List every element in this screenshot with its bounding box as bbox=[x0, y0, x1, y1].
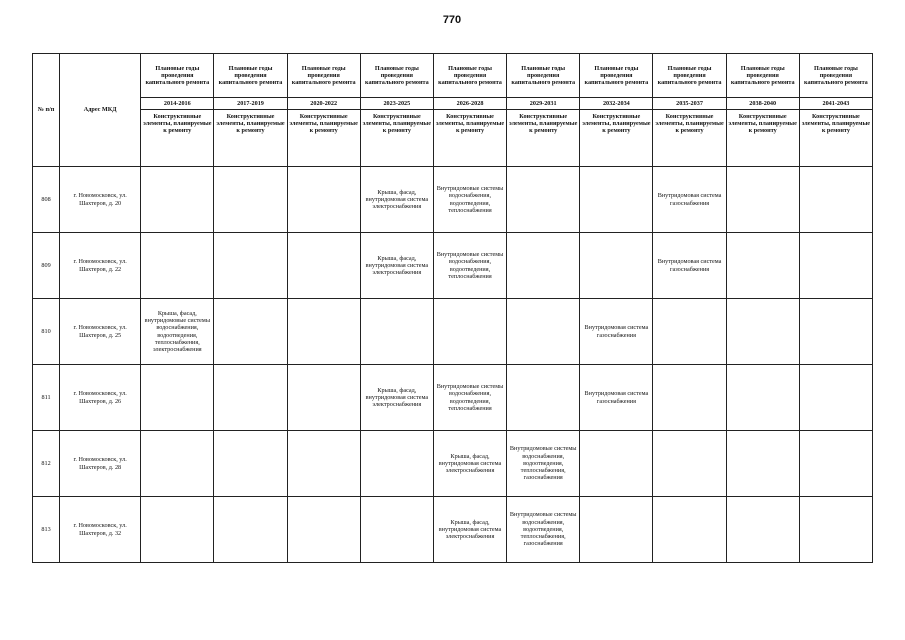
repair-elements-cell: Внутридомовые системы водоснабжения, водоотведения, теплоснабжения bbox=[433, 365, 506, 431]
repair-elements-cell bbox=[507, 365, 580, 431]
repair-elements-cell bbox=[507, 233, 580, 299]
repair-elements-cell bbox=[287, 431, 360, 497]
header-period-title: Плановые годы проведения капитального ремонта bbox=[580, 54, 653, 98]
repair-elements-cell: Внутридомовая система газоснабжения bbox=[653, 233, 726, 299]
header-period-title: Плановые годы проведения капитального ремонта bbox=[287, 54, 360, 98]
table-row bbox=[33, 299, 873, 365]
repair-elements-cell bbox=[141, 431, 214, 497]
repair-elements-cell bbox=[653, 497, 726, 563]
header-period-years: 2020-2022 bbox=[287, 98, 360, 110]
repair-elements-cell bbox=[799, 365, 872, 431]
repair-elements-cell bbox=[799, 299, 872, 365]
repair-elements-cell bbox=[141, 497, 214, 563]
header-period-subtitle: Конструктивные элементы, планируемые к ремонту bbox=[726, 110, 799, 167]
header-period-years: 2038-2040 bbox=[726, 98, 799, 110]
header-period-title: Плановые годы проведения капитального ремонта bbox=[433, 54, 506, 98]
header-period-years: 2026-2028 bbox=[433, 98, 506, 110]
row-number: 811 bbox=[33, 365, 60, 431]
repair-elements-cell bbox=[141, 233, 214, 299]
header-period-title: Плановые годы проведения капитального ремонта bbox=[799, 54, 872, 98]
header-period-title: Плановые годы проведения капитального ремонта bbox=[360, 54, 433, 98]
table-row bbox=[33, 365, 873, 431]
repair-elements-cell bbox=[726, 167, 799, 233]
repair-elements-cell bbox=[580, 431, 653, 497]
repair-elements-cell: Внутридомовая система газоснабжения bbox=[580, 365, 653, 431]
header-period-title: Плановые годы проведения капитального ремонта bbox=[653, 54, 726, 98]
table-row bbox=[33, 233, 873, 299]
row-address: г. Новомосковск, ул. Шахтеров, д. 20 bbox=[60, 167, 141, 233]
row-address: г. Новомосковск, ул. Шахтеров, д. 32 bbox=[60, 497, 141, 563]
repair-elements-cell bbox=[360, 497, 433, 563]
repair-elements-cell bbox=[799, 167, 872, 233]
header-period-subtitle: Конструктивные элементы, планируемые к ремонту bbox=[507, 110, 580, 167]
repair-elements-cell bbox=[287, 299, 360, 365]
repair-elements-cell: Крыша, фасад, внутридомовая система электроснабжения bbox=[433, 497, 506, 563]
repair-elements-cell bbox=[214, 299, 287, 365]
header-period-title: Плановые годы проведения капитального ремонта bbox=[141, 54, 214, 98]
repair-elements-cell: Внутридомовые системы водоснабжения, водоотведения, теплоснабжения, газоснабжения bbox=[507, 497, 580, 563]
repair-elements-cell: Крыша, фасад, внутридомовые системы водоснабжения, водоотведения, теплоснабжения, электроснабжения bbox=[141, 299, 214, 365]
row-number: 809 bbox=[33, 233, 60, 299]
repair-elements-cell bbox=[214, 233, 287, 299]
repair-elements-cell: Внутридомовая система газоснабжения bbox=[653, 167, 726, 233]
repair-elements-cell bbox=[653, 431, 726, 497]
repair-elements-cell bbox=[799, 233, 872, 299]
repair-elements-cell bbox=[726, 233, 799, 299]
header-num: № п/п bbox=[33, 54, 60, 167]
repair-elements-cell bbox=[580, 167, 653, 233]
header-period-subtitle: Конструктивные элементы, планируемые к ремонту bbox=[214, 110, 287, 167]
header-period-years: 2041-2043 bbox=[799, 98, 872, 110]
repair-elements-cell bbox=[580, 233, 653, 299]
header-period-years: 2014-2016 bbox=[141, 98, 214, 110]
repair-elements-cell: Внутридомовые системы водоснабжения, водоотведения, теплоснабжения bbox=[433, 233, 506, 299]
repair-elements-cell bbox=[287, 365, 360, 431]
repair-elements-cell bbox=[360, 431, 433, 497]
repair-elements-cell bbox=[653, 299, 726, 365]
header-row-titles bbox=[33, 54, 873, 98]
header-period-subtitle: Конструктивные элементы, планируемые к ремонту bbox=[580, 110, 653, 167]
header-period-subtitle: Конструктивные элементы, планируемые к ремонту bbox=[287, 110, 360, 167]
repair-elements-cell bbox=[799, 497, 872, 563]
page-number: 770 bbox=[442, 14, 462, 26]
header-period-title: Плановые годы проведения капитального ремонта bbox=[214, 54, 287, 98]
header-row-subtitles bbox=[33, 110, 873, 167]
repair-elements-cell bbox=[214, 167, 287, 233]
row-address: г. Новомосковск, ул. Шахтеров, д. 25 bbox=[60, 299, 141, 365]
header-period-title: Плановые годы проведения капитального ремонта bbox=[507, 54, 580, 98]
repair-elements-cell bbox=[360, 299, 433, 365]
repair-elements-cell bbox=[726, 299, 799, 365]
repair-elements-cell bbox=[799, 431, 872, 497]
repair-elements-cell: Крыша, фасад, внутридомовая система электроснабжения bbox=[360, 365, 433, 431]
repair-elements-cell bbox=[214, 431, 287, 497]
header-period-years: 2029-2031 bbox=[507, 98, 580, 110]
repair-elements-cell bbox=[726, 365, 799, 431]
header-period-title: Плановые годы проведения капитального ремонта bbox=[726, 54, 799, 98]
table-row bbox=[33, 431, 873, 497]
header-period-subtitle: Конструктивные элементы, планируемые к ремонту bbox=[433, 110, 506, 167]
row-number: 813 bbox=[33, 497, 60, 563]
repair-elements-cell bbox=[653, 365, 726, 431]
header-period-subtitle: Конструктивные элементы, планируемые к ремонту bbox=[141, 110, 214, 167]
table-row bbox=[33, 167, 873, 233]
repair-elements-cell: Крыша, фасад, внутридомовая система электроснабжения bbox=[433, 431, 506, 497]
row-address: г. Новомосковск, ул. Шахтеров, д. 26 bbox=[60, 365, 141, 431]
repair-elements-cell bbox=[214, 497, 287, 563]
row-number: 808 bbox=[33, 167, 60, 233]
repair-elements-cell bbox=[433, 299, 506, 365]
repair-elements-cell bbox=[214, 365, 287, 431]
row-number: 812 bbox=[33, 431, 60, 497]
repair-elements-cell bbox=[287, 233, 360, 299]
header-period-subtitle: Конструктивные элементы, планируемые к ремонту bbox=[653, 110, 726, 167]
header-period-years: 2023-2025 bbox=[360, 98, 433, 110]
repair-elements-cell: Внутридомовые системы водоснабжения, водоотведения, теплоснабжения, газоснабжения bbox=[507, 431, 580, 497]
repair-elements-cell bbox=[141, 365, 214, 431]
row-address: г. Новомосковск, ул. Шахтеров, д. 22 bbox=[60, 233, 141, 299]
table-row bbox=[33, 497, 873, 563]
repair-elements-cell bbox=[726, 431, 799, 497]
repair-elements-cell bbox=[287, 167, 360, 233]
header-row-years bbox=[33, 98, 873, 110]
repair-elements-cell bbox=[580, 497, 653, 563]
capital-repair-table bbox=[32, 53, 873, 563]
repair-elements-cell: Внутридомовые системы водоснабжения, водоотведения, теплоснабжения bbox=[433, 167, 506, 233]
header-period-subtitle: Конструктивные элементы, планируемые к ремонту bbox=[799, 110, 872, 167]
repair-elements-cell bbox=[287, 497, 360, 563]
repair-elements-cell bbox=[507, 167, 580, 233]
repair-elements-cell bbox=[141, 167, 214, 233]
header-period-subtitle: Конструктивные элементы, планируемые к ремонту bbox=[360, 110, 433, 167]
header-address: Адрес МКД bbox=[60, 54, 141, 167]
repair-elements-cell bbox=[726, 497, 799, 563]
header-period-years: 2017-2019 bbox=[214, 98, 287, 110]
header-period-years: 2032-2034 bbox=[580, 98, 653, 110]
repair-elements-cell: Внутридомовая система газоснабжения bbox=[580, 299, 653, 365]
header-period-years: 2035-2037 bbox=[653, 98, 726, 110]
repair-elements-cell: Крыша, фасад, внутридомовая система электроснабжения bbox=[360, 167, 433, 233]
repair-elements-cell bbox=[507, 299, 580, 365]
repair-elements-cell: Крыша, фасад, внутридомовая система электроснабжения bbox=[360, 233, 433, 299]
row-address: г. Новомосковск, ул. Шахтеров, д. 28 bbox=[60, 431, 141, 497]
row-number: 810 bbox=[33, 299, 60, 365]
